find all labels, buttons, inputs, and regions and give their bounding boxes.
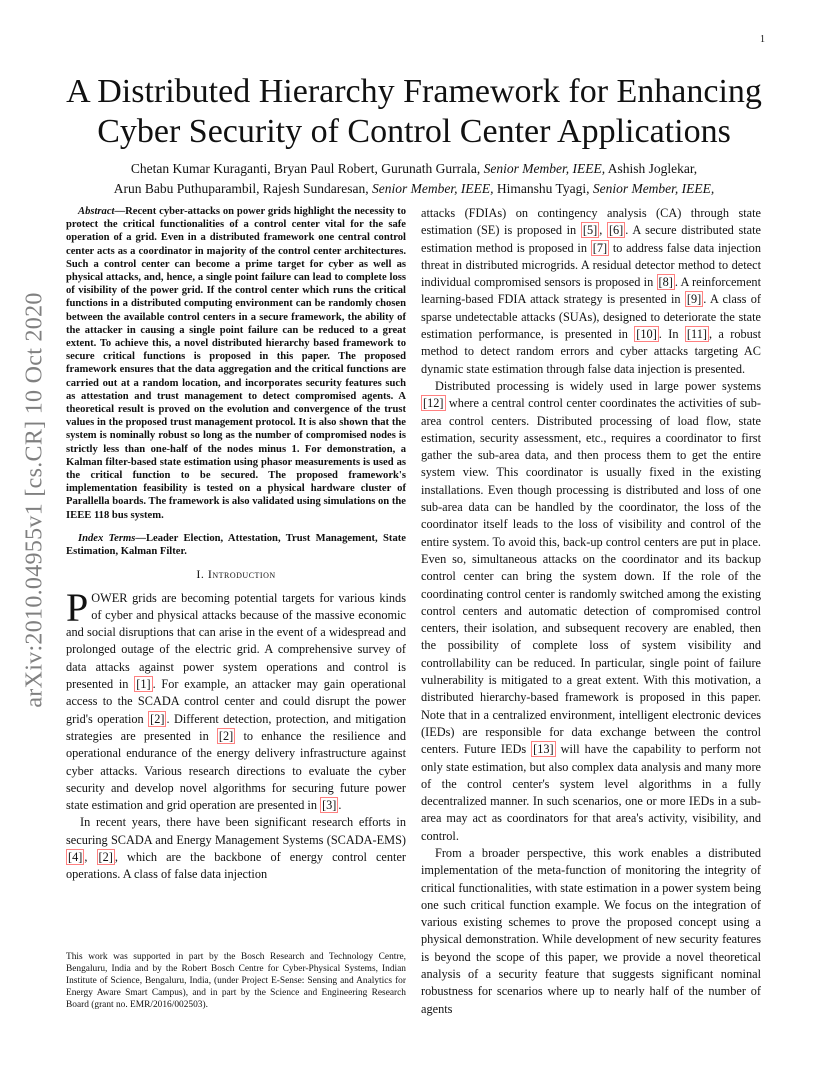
paragraph-text: . In bbox=[658, 327, 685, 342]
funding-footnote: This work was supported in part by the Bosch Research and Technology Centre, Bengaluru, India and by the Robert Bosch Centre for Cyber-Physical Systems, Indian Institute of Science, Bengaluru, India, (under Project E-Sense: Sensing and Analytics for Energy Aware Smart Campus), and in part by the Science and Engineering Research Board (grant no. EMR/2016/002503). bbox=[66, 952, 406, 1010]
paragraph-text: attacks (FDIAs) on contingency analysis (CA) through state estimation (SE) is proposed in bbox=[421, 206, 761, 238]
author-names: Arun Babu Puthuparambil, Rajesh Sundaresan, bbox=[113, 181, 373, 196]
citation-link[interactable]: [3] bbox=[322, 798, 337, 813]
arxiv-identifier: arXiv:2010.04955v1 [cs.CR] 10 Oct 2020 bbox=[21, 292, 48, 708]
paragraph-text: to enhance the resilience and operational endurance of the energy delivery infrastructure against cyber attacks. Various research directions to evaluate the cyber security and develop novel algorithms for securing future power state estimation and grid operation are presented in bbox=[66, 728, 406, 813]
abstract-text: —Recent cyber-attacks on power grids highlight the necessity to protect the critical functionalities of a control center vital for the safe operation of a grid. Even in a distributed framework one central control center acts as a coordinator in majority of the control center architectures. Such a control center can become a prime target for cyber as well as physical attacks, and, hence, a single point failure can lead to complete loss of visibility of the power grid. If the control center which runs the critical functions in a distributed computing environment can be randomly chosen between the available control centers in a secure framework, the ability of the attacker in causing a single point failure can be reduced to a great extent. To achieve this, a novel distributed hierarchy based framework to secure critical functions is proposed in this paper. The proposed framework ensures that the data aggregation and the critical functions are carried out at a random location, and incorporates security features such as attestation and trust management to detect compromised agents. A theoretical result is proved on the evolution and convergence of the trust values in the proposed trust management protocol. It is also shown that the system is nominally robust so long as the number of compromised nodes is strictly less than one-half of the nodes minus 1. For demonstration, a Kalman filter-based state estimation using phasor measurements is used as the critical function to be secured. The proposed framework's implementation feasibility is tested on a physical hardware cluster of Parallella boards. The framework is also validated using simulations on the IEEE 118 bus system. bbox=[66, 206, 406, 521]
paragraph-text: , bbox=[599, 223, 607, 238]
author-line-2 bbox=[60, 179, 768, 199]
paragraph-text: , a robust method to detect random errors and cyber attacks targeting AC dynamic state estimation through false data injection is presented. bbox=[421, 327, 761, 376]
right-paragraph-1 bbox=[421, 205, 761, 378]
citation-link[interactable]: [2] bbox=[98, 850, 113, 865]
citation-link[interactable]: [1] bbox=[136, 677, 151, 692]
author-list bbox=[60, 159, 768, 199]
section-title: Introduction bbox=[207, 567, 276, 582]
index-terms-text: —Leader Election, Attestation, Trust Management, State Estimation, Kalman Filter. bbox=[66, 532, 406, 558]
abstract bbox=[66, 205, 406, 522]
citation-link[interactable]: [13] bbox=[533, 742, 554, 757]
citation-link[interactable]: [6] bbox=[608, 223, 624, 238]
right-paragraph-2 bbox=[421, 378, 761, 845]
paragraph-text: . Different detection, protection, and mitigation strategies are presented in bbox=[66, 711, 406, 743]
right-paragraph-3: From a broader perspective, this work enables a distributed implementation of the meta-function of monitoring the integrity of critical functionalities, with state estimation in a power system being one such critical function example. We focus on the integration of various existing schemes to prove the proposed concept using a physical demonstration. While development of new security features is beyond the scope of this paper, we provide a novel theoretical analysis of a security feature that suggests significant nominal robustness for scenarios where up to nearly half of the number of agents bbox=[421, 845, 761, 1016]
right-column bbox=[421, 205, 761, 1018]
citation-link[interactable]: [9] bbox=[686, 292, 702, 307]
citation-link[interactable]: [10] bbox=[636, 327, 657, 342]
citation-link[interactable]: [2] bbox=[218, 728, 234, 743]
paragraph-text: grids are becoming potential targets for various kinds of cyber and physical attacks because of the massive economic and social disruptions that can arise in the event of a widespread and prolonged outage of the electric grid. A comprehensive survey of data attacks against power system operations and control is presented in bbox=[66, 590, 406, 692]
index-terms-label: Index Terms bbox=[78, 532, 136, 544]
left-column bbox=[66, 205, 406, 884]
paragraph-text: , which are the backbone of energy control center operations. A class of false data injection bbox=[66, 850, 406, 882]
paragraph-text: , bbox=[84, 850, 97, 865]
paragraph-text: . A reinforcement learning-based FDIA attack strategy is presented in bbox=[421, 275, 761, 307]
author-role: Senior Member, IEEE, bbox=[592, 181, 715, 196]
author-names: Himanshu Tyagi, bbox=[493, 181, 593, 196]
author-names: Chetan Kumar Kuraganti, Bryan Paul Robert, Gurunath Gurrala, bbox=[130, 161, 484, 176]
paragraph-text: will have the capability to perform not only state estimation, but also complex data analysis and many more of the control center's system level algorithms in a fully decentralized manner. In such scenarios, one or more IEDs in a sub-area may act as coordinators for that area's activity, visibility, and control. bbox=[421, 742, 761, 843]
citation-link[interactable]: [11] bbox=[686, 327, 707, 342]
paragraph-text: . bbox=[338, 798, 342, 813]
paragraph-text: . For example, an attacker may gain operational access to the SCADA control center and could disrupt the power grid's operation bbox=[66, 677, 406, 726]
paragraph-text: Distributed processing is widely used in large power systems bbox=[435, 378, 761, 393]
drop-cap: P bbox=[66, 584, 89, 630]
paragraph-text: . A class of sparse undetectable attacks (SUAs), designed to deteriorate the state estimation performance, is presented in bbox=[421, 292, 761, 342]
intro-paragraph-1 bbox=[66, 584, 406, 815]
paragraph-text: In recent years, there have been significant research efforts in securing SCADA and Energy Management Systems (SCADA-EMS) bbox=[66, 815, 406, 847]
author-line-1 bbox=[60, 159, 768, 179]
paragraph-text: . A secure distributed state estimation method is proposed in bbox=[421, 223, 761, 255]
author-role: Senior Member, IEEE, bbox=[483, 161, 606, 176]
citation-link[interactable]: [5] bbox=[582, 223, 598, 238]
citation-link[interactable]: [12] bbox=[423, 396, 444, 411]
arxiv-sidebar-stamp bbox=[20, 290, 50, 710]
section-number: I. bbox=[196, 567, 208, 582]
author-role: Senior Member, IEEE, bbox=[372, 181, 494, 196]
author-names: Ashish Joglekar, bbox=[605, 161, 698, 176]
page-number: 1 bbox=[760, 34, 765, 45]
first-word: OWER bbox=[91, 590, 128, 605]
paper-title: A Distributed Hierarchy Framework for Enhancing Cyber Security of Control Center Applications bbox=[66, 73, 762, 150]
paragraph-text: where a central control center coordinates the activities of sub-area control centers. Distributed processing of load flow, state estimation, security assessment, etc., requires a coordinator to first gather the sub-area data, and then process them to get the entire system view. This coordinator is usually fixed in the existing installations. Even though processing is distributed and loss of one sub-area data can be handled by the coordinator, the loss of the coordinator itself leads to the loss of visibility and control of the entire system. To avoid this, back-up control centers are put in place. Even so, simultaneous attacks on the coordinator and its backup control center can bring the system down. If the role of the coordinating control center is randomly switched among the existing control centers and automatic detection of compromised control centers, their isolation, and subsequent recovery are enabled, then the possibility of complete loss of system visibility and controllability can be reduced. In particular, single point of failure vulnerability is mitigated to a great extent. With this motivation, a distributed hierarchy-based framework is proposed in this paper. Note that in a centralized environment, intelligent electronic devices (IEDs) are responsible for data exchange between the control centers. Future IEDs bbox=[421, 396, 761, 757]
citation-link[interactable]: [7] bbox=[592, 240, 608, 255]
index-terms bbox=[66, 532, 406, 558]
citation-link[interactable]: [4] bbox=[68, 850, 83, 865]
intro-paragraph-2 bbox=[66, 814, 406, 883]
citation-link[interactable]: [8] bbox=[658, 275, 673, 290]
section-heading bbox=[66, 566, 406, 583]
abstract-label: Abstract bbox=[78, 206, 115, 217]
citation-link[interactable]: [2] bbox=[150, 711, 165, 726]
paragraph-text: to address false data injection threat in distributed microgrids. A residual detector method to detect individual compromised sensors is proposed in bbox=[421, 240, 761, 290]
